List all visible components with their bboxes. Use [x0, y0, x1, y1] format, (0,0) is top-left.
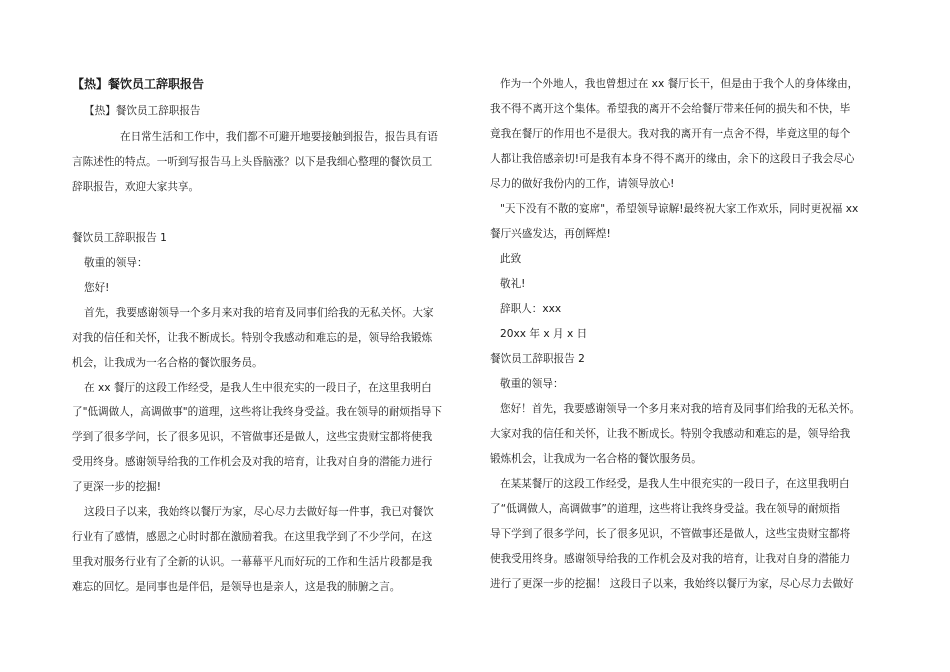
paragraph-line: 机会，让我成为一名合格的餐饮服务员。 — [72, 357, 263, 369]
paragraph-line: 行业有了感情，感恩之心时时都在激励着我。在这里我学到了不少学问，在这 — [72, 531, 433, 543]
paragraph-line: 难忘的回忆。是同事也是伴侣，是领导也是亲人，这是我的肺腑之言。 — [72, 581, 401, 593]
paragraph-line: 竟我在餐厅的作用也不是很大。我对我的离开有一点舍不得，毕竟这里的每个 — [490, 128, 851, 140]
intro-line: 言陈述性的特点。一听到写报告马上头昏脑涨？以下是我细心整理的餐饮员工 — [72, 156, 433, 168]
paragraph-line: 了"低调做人，高调做事"的道理，这些将让我终身受益。我在领导的耐烦指导下 — [72, 406, 442, 418]
paragraph-line: 尽力的做好我份内的工作，请领导放心! — [490, 178, 675, 190]
intro-line: 辞职报告，欢迎大家共享。 — [72, 181, 200, 193]
hello: 您好! — [84, 282, 110, 294]
paragraph-line: 使我受用终身。感谢领导给我的工作机会及对我的培育，让我对自身的潜能力 — [490, 553, 851, 565]
paragraph-line: 受用终身。感谢领导给我的工作机会及对我的培育，让我对自身的潜能力进行 — [72, 456, 433, 468]
paragraph-line: 您好！首先，我要感谢领导一个多月来对我的培育及同事们给我的无私关怀。 — [500, 403, 861, 415]
section-heading-1: 餐饮员工辞职报告 1 — [72, 232, 167, 244]
intro-line: 在日常生活和工作中，我们都不可避开地要接触到报告，报告具有语 — [120, 131, 438, 143]
signer: 辞职人：xxx — [500, 303, 562, 315]
paragraph-line: 导下学到了很多学问，长了很多见识，不管做事还是做人，这些宝贵财宝都将 — [490, 528, 851, 540]
greeting: 敬重的领导： — [84, 257, 148, 269]
paragraph-line: 学到了很多学问，长了很多见识，不管做事还是做人，这些宝贵财宝都将使我 — [72, 431, 433, 443]
paragraph-line: 进行了更深一步的挖掘！ 这段日子以来，我始终以餐厅为家，尽心尽力去做好 — [490, 578, 854, 590]
paragraph-line: 餐厅兴盛发达，再创辉煌! — [490, 228, 611, 240]
greeting: 敬重的领导： — [500, 378, 564, 390]
paragraph-line: 作为一个外地人，我也曾想过在 xx 餐厅长干，但是由于我个人的身体缘由， — [500, 78, 859, 90]
document-subtitle: 【热】餐饮员工辞职报告 — [84, 105, 201, 117]
paragraph-line: 在某某餐厅的这段工作经受，是我人生中很充实的一段日子，在这里我明白 — [500, 478, 850, 490]
paragraph-line: 人都让我倍感亲切!可是我有本身不得不离开的缘由，余下的这段日子我会尽心 — [490, 153, 855, 165]
section-heading-2: 餐饮员工辞职报告 2 — [490, 353, 585, 365]
paragraph-line: 锻炼机会，让我成为一名合格的餐饮服务员。 — [490, 453, 702, 465]
paragraph-line: 我不得不离开这个集体。希望我的离开不会给餐厅带来任何的损失和不快，毕 — [490, 103, 851, 115]
paragraph-line: 里我对服务行业有了全新的认识。一幕幕平凡而好玩的工作和生活片段都是我 — [72, 556, 433, 568]
paragraph-line: 了更深一步的挖掘! — [72, 481, 161, 493]
closing-salutation: 此致 — [500, 253, 522, 265]
paragraph-line: 大家对我的信任和关怀，让我不断成长。特别令我感动和难忘的是，领导给我 — [490, 428, 851, 440]
paragraph-line: 在 xx 餐厅的这段工作经受，是我人生中很充实的一段日子，在这里我明白 — [84, 382, 432, 394]
paragraph-line: 首先，我要感谢领导一个多月来对我的培育及同事们给我的无私关怀。大家 — [84, 307, 434, 319]
paragraph-line: 了“低调做人，高调做事”的道理，这些将让我终身受益。我在领导的耐烦指 — [490, 503, 840, 515]
document-title: 【热】餐饮员工辞职报告 — [72, 77, 205, 91]
date: 20xx 年 x 月 x 日 — [500, 328, 588, 340]
paragraph-line: 对我的信任和关怀，让我不断成长。特别令我感动和难忘的是，领导给我锻炼 — [72, 332, 433, 344]
closing-respect: 敬礼! — [500, 278, 526, 290]
paragraph-line: 这段日子以来，我始终以餐厅为家，尽心尽力去做好每一件事，我已对餐饮 — [84, 506, 434, 518]
paragraph-line: "天下没有不散的宴席"，希望领导谅解!最终祝大家工作欢乐，同时更祝福 xx — [500, 203, 859, 215]
